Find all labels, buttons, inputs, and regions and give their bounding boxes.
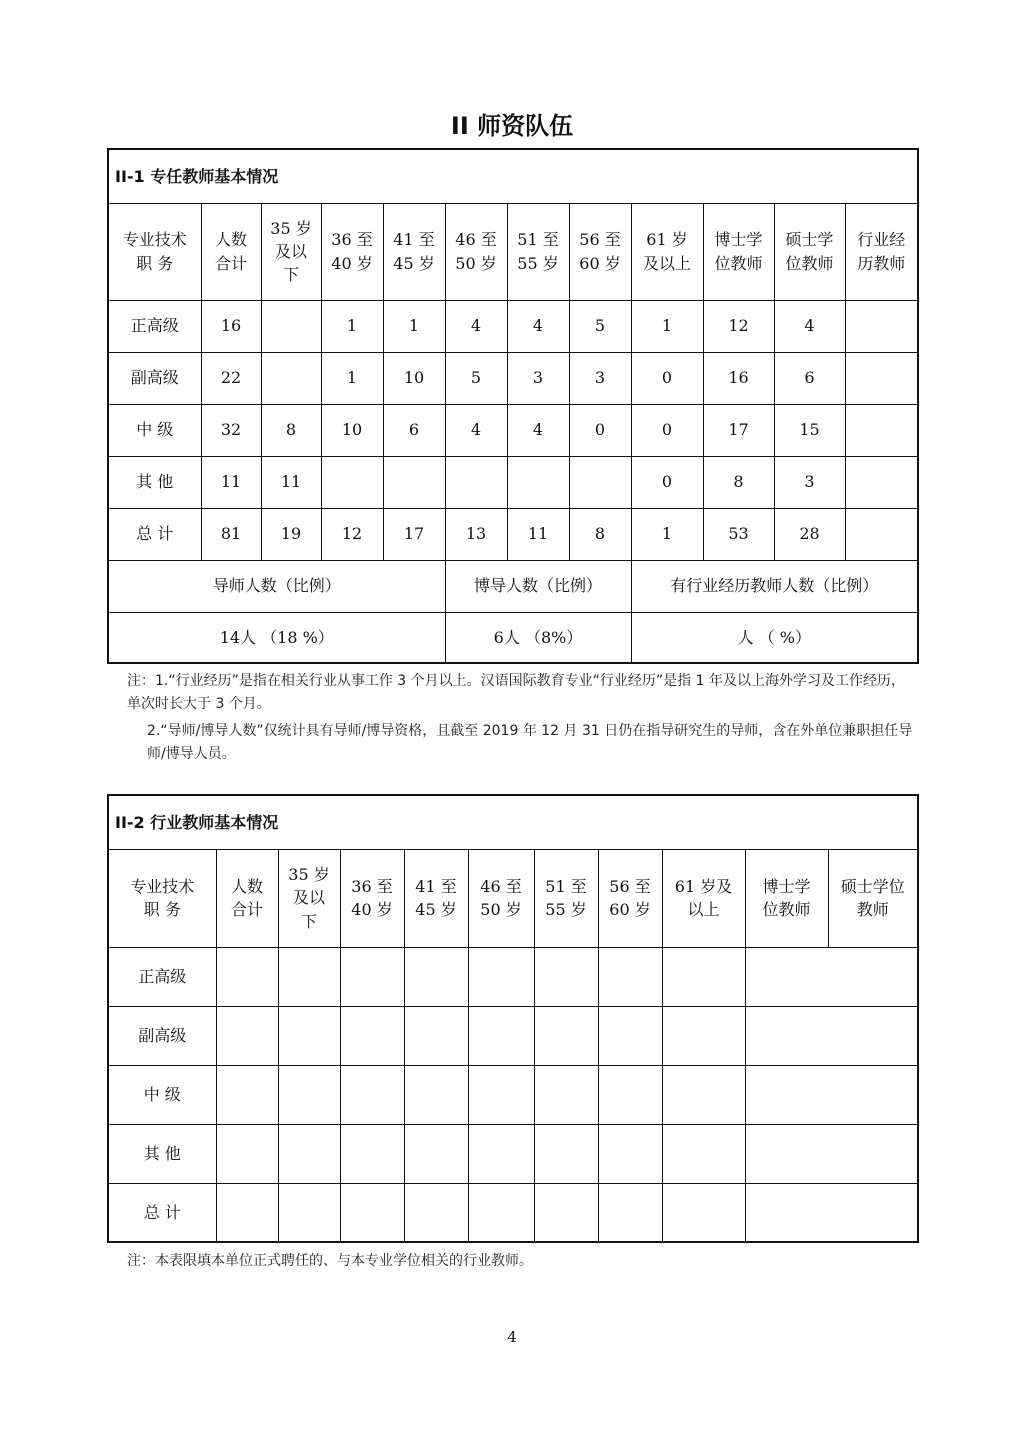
table-cell — [261, 456, 321, 508]
summary-value — [108, 612, 445, 663]
column-header — [404, 849, 468, 947]
table-cell — [745, 1183, 918, 1242]
table-cell — [507, 508, 569, 560]
row-label-text: 总 计 — [136, 524, 174, 544]
table-cell — [261, 352, 321, 404]
note-line: 注：本表限填本单位正式聘任的、与本专业学位相关的行业教师。 — [127, 1253, 533, 1269]
column-header-text: 35 岁 及以 下 — [270, 218, 312, 285]
table-cell — [404, 1065, 468, 1124]
table-cell-text: 15 — [799, 420, 820, 440]
column-header-text: 56 至 60 岁 — [609, 876, 651, 919]
table-cell — [703, 404, 774, 456]
row-label-text: 中 级 — [143, 1084, 181, 1104]
table-cell — [845, 456, 918, 508]
table-cell — [404, 1006, 468, 1065]
table-row — [108, 404, 918, 456]
column-header — [534, 849, 598, 947]
table-cell-text: 8 — [594, 524, 606, 544]
table-cell-text: 12 — [341, 524, 363, 544]
page-number: 4 — [507, 1328, 517, 1346]
table-cell-text: 0 — [594, 420, 606, 440]
table-cell — [445, 352, 507, 404]
table-cell — [569, 352, 631, 404]
table-cell — [598, 1065, 662, 1124]
table-cell — [598, 947, 662, 1006]
note-line: 2.“导师/博导人数”仅统计具有导师/博导资格，且截至 2019 年 12 月 31 日仍在指导研究生的导师，含在外单位兼职担任导师/博导人员。 — [147, 723, 913, 762]
summary-label — [631, 560, 918, 612]
table-cell-text: 11 — [220, 472, 242, 492]
column-header — [278, 849, 340, 947]
table-cell-text: 16 — [728, 368, 749, 388]
row-label-text: 中 级 — [136, 420, 174, 440]
table-row — [108, 300, 918, 352]
table-cell-text: 1 — [346, 368, 358, 388]
table-cell-text: 8 — [733, 472, 744, 492]
industry-teachers-table — [107, 794, 919, 1243]
column-header-text: 博士学 位教师 — [762, 876, 811, 919]
table-cell — [445, 404, 507, 456]
table-row — [108, 947, 918, 1006]
table-cell — [340, 1006, 404, 1065]
table-cell — [278, 1065, 340, 1124]
table-cell — [468, 1006, 534, 1065]
table-cell-text: 53 — [728, 524, 749, 544]
column-header-text: 36 至 40 岁 — [331, 230, 373, 273]
table-cell — [774, 404, 845, 456]
table-cell — [662, 1124, 745, 1183]
table-cell — [404, 1183, 468, 1242]
table-cell — [703, 352, 774, 404]
column-header-text: 人数 合计 — [214, 230, 247, 273]
row-label-text: 副高级 — [138, 1025, 187, 1045]
table-cell — [383, 508, 445, 560]
table-cell-text: 6 — [804, 368, 815, 388]
row-label — [108, 404, 201, 456]
column-header-text: 46 至 50 岁 — [455, 230, 497, 273]
column-header — [598, 849, 662, 947]
table-cell — [445, 300, 507, 352]
table-cell — [445, 456, 507, 508]
table-row — [108, 1065, 918, 1124]
table-cell — [445, 508, 507, 560]
table-cell — [261, 300, 321, 352]
table-row — [108, 1006, 918, 1065]
table-cell — [569, 300, 631, 352]
table-cell — [468, 947, 534, 1006]
table-cell — [201, 300, 261, 352]
table-cell — [278, 947, 340, 1006]
table-cell — [216, 1183, 278, 1242]
full-time-teachers-table — [107, 148, 919, 664]
table-cell-text: 10 — [341, 420, 363, 440]
table-cell-text: 16 — [220, 316, 242, 336]
column-header — [383, 203, 445, 300]
column-header-text: 硕士学 位教师 — [785, 230, 834, 273]
column-header-text: 36 至 40 岁 — [351, 876, 393, 919]
summary-label — [108, 560, 445, 612]
table-cell-text: 3 — [532, 368, 544, 388]
column-header — [703, 203, 774, 300]
table-cell-text: 1 — [661, 524, 673, 544]
row-label-text: 其 他 — [136, 472, 174, 492]
table-cell — [261, 404, 321, 456]
row-label-text: 其 他 — [143, 1143, 181, 1163]
table-cell — [216, 1124, 278, 1183]
table-cell — [598, 1124, 662, 1183]
table-cell — [745, 1006, 918, 1065]
table-cell — [201, 352, 261, 404]
column-header-text: 博士学 位教师 — [714, 230, 763, 273]
table-caption: II-2 行业教师基本情况 — [108, 795, 918, 849]
table-cell — [662, 1065, 745, 1124]
column-header-text: 行业经 历教师 — [857, 230, 906, 273]
table-cell-text: 10 — [403, 368, 425, 388]
column-header — [662, 849, 745, 947]
table-cell-text: 3 — [594, 368, 606, 388]
column-header-text: 41 至 45 岁 — [393, 230, 435, 273]
summary-label-text: 有行业经历教师人数（比例） — [670, 576, 879, 596]
table-cell-text: 11 — [527, 524, 549, 544]
table-cell-text: 1 — [408, 316, 420, 336]
table-cell — [340, 1124, 404, 1183]
row-label — [108, 1006, 216, 1065]
column-header — [445, 203, 507, 300]
table-cell — [745, 1065, 918, 1124]
table-cell — [201, 404, 261, 456]
table-row — [108, 1124, 918, 1183]
table-cell-text: 0 — [661, 420, 673, 440]
table-cell — [598, 1006, 662, 1065]
summary-value — [445, 612, 631, 663]
table-cell-text: 32 — [220, 420, 242, 440]
table-cell — [468, 1124, 534, 1183]
table-cell — [534, 947, 598, 1006]
row-label — [108, 1065, 216, 1124]
table-cell — [404, 947, 468, 1006]
table-cell — [703, 456, 774, 508]
table-cell — [507, 456, 569, 508]
summary-value-text: 14人 （18 %） — [219, 627, 334, 647]
table-cell — [631, 404, 703, 456]
table-cell-text: 6 — [408, 420, 420, 440]
table-cell — [507, 352, 569, 404]
summary-value-text: 6人 （8%） — [493, 627, 583, 647]
row-label — [108, 1183, 216, 1242]
table-cell — [662, 1183, 745, 1242]
table-row — [108, 508, 918, 560]
table-cell-text: 1 — [661, 316, 673, 336]
table-cell-text: 0 — [661, 472, 673, 492]
table-cell-text: 13 — [465, 524, 487, 544]
table-cell — [201, 456, 261, 508]
table-cell-text: 4 — [470, 420, 482, 440]
page-title: II 师资队伍 — [450, 112, 574, 140]
column-header-text: 专业技术 职 务 — [122, 230, 187, 273]
table-cell — [569, 508, 631, 560]
table-cell — [631, 300, 703, 352]
table-cell — [703, 300, 774, 352]
column-header-text: 41 至 45 岁 — [415, 876, 457, 919]
table-cell — [662, 947, 745, 1006]
column-header — [569, 203, 631, 300]
table-cell — [278, 1124, 340, 1183]
table-cell-text: 17 — [403, 524, 425, 544]
column-header-text: 61 岁及 以上 — [674, 876, 733, 919]
table-cell-text: 12 — [728, 316, 749, 336]
table-cell — [534, 1006, 598, 1065]
row-label — [108, 508, 201, 560]
column-header — [468, 849, 534, 947]
column-header-text: 61 岁 及以上 — [642, 230, 691, 273]
table-cell — [569, 456, 631, 508]
row-label — [108, 300, 201, 352]
table-cell — [340, 947, 404, 1006]
table-cell-text: 4 — [470, 316, 482, 336]
summary-label-text: 博导人数（比例） — [473, 576, 602, 596]
table1-note — [107, 670, 917, 766]
table-cell — [745, 1124, 918, 1183]
column-header — [845, 203, 918, 300]
column-header — [745, 849, 828, 947]
column-header-text: 56 至 60 岁 — [579, 230, 621, 273]
table2-note — [107, 1250, 937, 1273]
table-cell-text: 81 — [220, 524, 242, 544]
column-header-text: 硕士学位 教师 — [840, 876, 905, 919]
table-cell-text: 5 — [594, 316, 606, 336]
table-cell — [340, 1065, 404, 1124]
table-cell — [598, 1183, 662, 1242]
table-cell — [216, 947, 278, 1006]
column-header — [321, 203, 383, 300]
table-cell — [631, 456, 703, 508]
summary-value-text: 人 （ %） — [737, 627, 811, 647]
table-cell-text: 4 — [532, 420, 544, 440]
column-header-text: 51 至 55 岁 — [545, 876, 587, 919]
table-cell — [216, 1006, 278, 1065]
column-header-text: 专业技术 职 务 — [130, 876, 195, 919]
table-cell-text: 11 — [280, 472, 302, 492]
table-cell — [201, 508, 261, 560]
table-cell — [383, 300, 445, 352]
table-cell — [383, 456, 445, 508]
table-cell — [703, 508, 774, 560]
column-header — [631, 203, 703, 300]
table-cell-text: 3 — [804, 472, 815, 492]
table-cell-text: 4 — [804, 316, 815, 336]
note-line: 注：1.“行业经历”是指在相关行业从事工作 3 个月以上。汉语国际教育专业“行业经历”是指 1 年及以上海外学习及工作经历，单次时长大于 3 个月。 — [127, 673, 905, 712]
table-cell — [534, 1065, 598, 1124]
table-cell — [631, 508, 703, 560]
table-cell — [774, 456, 845, 508]
table-cell — [321, 508, 383, 560]
row-label-text: 总 计 — [143, 1202, 181, 1222]
table-cell — [507, 300, 569, 352]
table-cell — [774, 352, 845, 404]
table-cell — [534, 1124, 598, 1183]
row-label-text: 正高级 — [130, 316, 179, 336]
column-header — [507, 203, 569, 300]
table-cell — [507, 404, 569, 456]
table-cell — [321, 352, 383, 404]
table-cell — [261, 508, 321, 560]
table-cell — [845, 508, 918, 560]
table-cell — [745, 947, 918, 1006]
table-caption: II-1 专任教师基本情况 — [108, 149, 918, 203]
row-label — [108, 1124, 216, 1183]
table-cell — [321, 404, 383, 456]
table-cell — [468, 1183, 534, 1242]
table-cell — [404, 1124, 468, 1183]
table-cell-text: 1 — [346, 316, 358, 336]
table-cell — [774, 300, 845, 352]
table-cell-text: 8 — [285, 420, 297, 440]
table-cell-text: 22 — [220, 368, 242, 388]
row-label-text: 正高级 — [138, 966, 187, 986]
table-row — [108, 456, 918, 508]
table-cell — [468, 1065, 534, 1124]
table-cell — [383, 352, 445, 404]
column-header — [108, 203, 201, 300]
table-row — [108, 352, 918, 404]
table-cell — [569, 404, 631, 456]
row-label — [108, 947, 216, 1006]
table-cell — [383, 404, 445, 456]
column-header — [828, 849, 918, 947]
table-cell-text: 19 — [280, 524, 302, 544]
column-header — [340, 849, 404, 947]
table-cell — [845, 300, 918, 352]
column-header-text: 35 岁 及以 下 — [288, 865, 330, 931]
table-cell — [321, 456, 383, 508]
table-cell-text: 17 — [728, 420, 749, 440]
table-cell-text: 5 — [470, 368, 482, 388]
table-cell — [534, 1183, 598, 1242]
table-cell-text: 4 — [532, 316, 544, 336]
column-header — [261, 203, 321, 300]
row-label-text: 副高级 — [130, 368, 179, 388]
table-cell — [340, 1183, 404, 1242]
table-cell — [774, 508, 845, 560]
table-cell — [321, 300, 383, 352]
column-header-text: 46 至 50 岁 — [480, 876, 522, 919]
row-label — [108, 352, 201, 404]
summary-label — [445, 560, 631, 612]
table-cell — [845, 404, 918, 456]
table-cell — [278, 1006, 340, 1065]
row-label — [108, 456, 201, 508]
table-cell — [662, 1006, 745, 1065]
column-header — [774, 203, 845, 300]
table-cell — [845, 352, 918, 404]
summary-label-text: 导师人数（比例） — [212, 576, 341, 596]
table-cell — [278, 1183, 340, 1242]
table-cell-text: 0 — [661, 368, 673, 388]
column-header-text: 人数 合计 — [230, 876, 263, 919]
column-header — [201, 203, 261, 300]
column-header — [108, 849, 216, 947]
table-row — [108, 1183, 918, 1242]
table-cell — [631, 352, 703, 404]
column-header — [216, 849, 278, 947]
table-cell-text: 28 — [799, 524, 820, 544]
table-cell — [216, 1065, 278, 1124]
column-header-text: 51 至 55 岁 — [517, 230, 559, 273]
summary-value — [631, 612, 918, 663]
